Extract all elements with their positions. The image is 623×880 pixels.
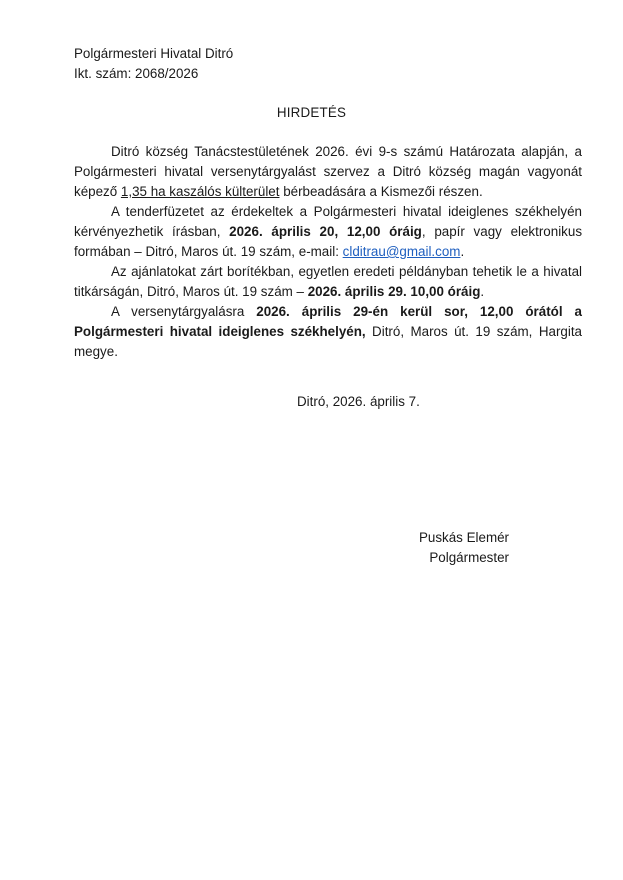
p2-deadline: 2026. április 20, 12,00 óráig bbox=[229, 224, 422, 239]
p2-text-1: A tenderfüzetet az érdekeltek a Polgármesteri hivatal ideiglenes székhelyén kérvényezhetik írásban, bbox=[74, 204, 582, 239]
paragraph-1 bbox=[74, 142, 582, 202]
p2-text-2: , papír vagy elektronikus formában – Ditró, Maros út. 19 szám, e-mail: bbox=[74, 224, 583, 259]
p3-text-1: Az ajánlatokat zárt borítékban, egyetlen eredeti példányban tehetik le a hivatal titkárságán, Ditró, Maros út. 19 szám – bbox=[74, 264, 582, 299]
p4-text-2: Ditró, Maros út. 19 szám, Hargita megye. bbox=[74, 324, 582, 359]
p3-deadline: 2026. április 29. 10,00 óráig bbox=[307, 284, 481, 299]
paragraph-4 bbox=[74, 302, 582, 362]
file-number: Ikt. szám: 2068/2026 bbox=[74, 66, 199, 81]
signatory-role: Polgármester bbox=[429, 550, 509, 565]
office-name: Polgármesteri Hivatal Ditró bbox=[74, 46, 234, 61]
document-body bbox=[74, 142, 582, 362]
signature-block bbox=[405, 528, 509, 568]
p4-text-1: A versenytárgyalásra bbox=[111, 304, 257, 319]
p1-text-2: bérbeadására a Kismezői részen. bbox=[279, 184, 483, 199]
paragraph-2 bbox=[74, 202, 582, 262]
p1-underlined-area: 1,35 ha kaszálós külterület bbox=[120, 184, 280, 199]
email-link[interactable]: clditrau@gmail.com bbox=[342, 244, 461, 259]
p3-text-2: . bbox=[480, 284, 485, 299]
document-title: HIRDETÉS bbox=[276, 105, 347, 120]
signatory-name: Puskás Elemér bbox=[418, 530, 509, 545]
p4-event-details: 2026. április 29-én kerül sor, 12,00 órától a Polgármesteri hivatal ideiglenes székhelyén, bbox=[74, 304, 582, 339]
p1-text-1: Ditró község Tanácstestületének 2026. évi 9-s számú Határozata alapján, a Polgármesteri hivatal versenytárgyalást szervez a Ditró község magán vagyonát képező bbox=[74, 144, 582, 199]
p2-text-3: . bbox=[460, 244, 465, 259]
letterhead bbox=[74, 44, 233, 84]
paragraph-3 bbox=[74, 262, 582, 302]
date-line: Ditró, 2026. április 7. bbox=[297, 394, 420, 409]
